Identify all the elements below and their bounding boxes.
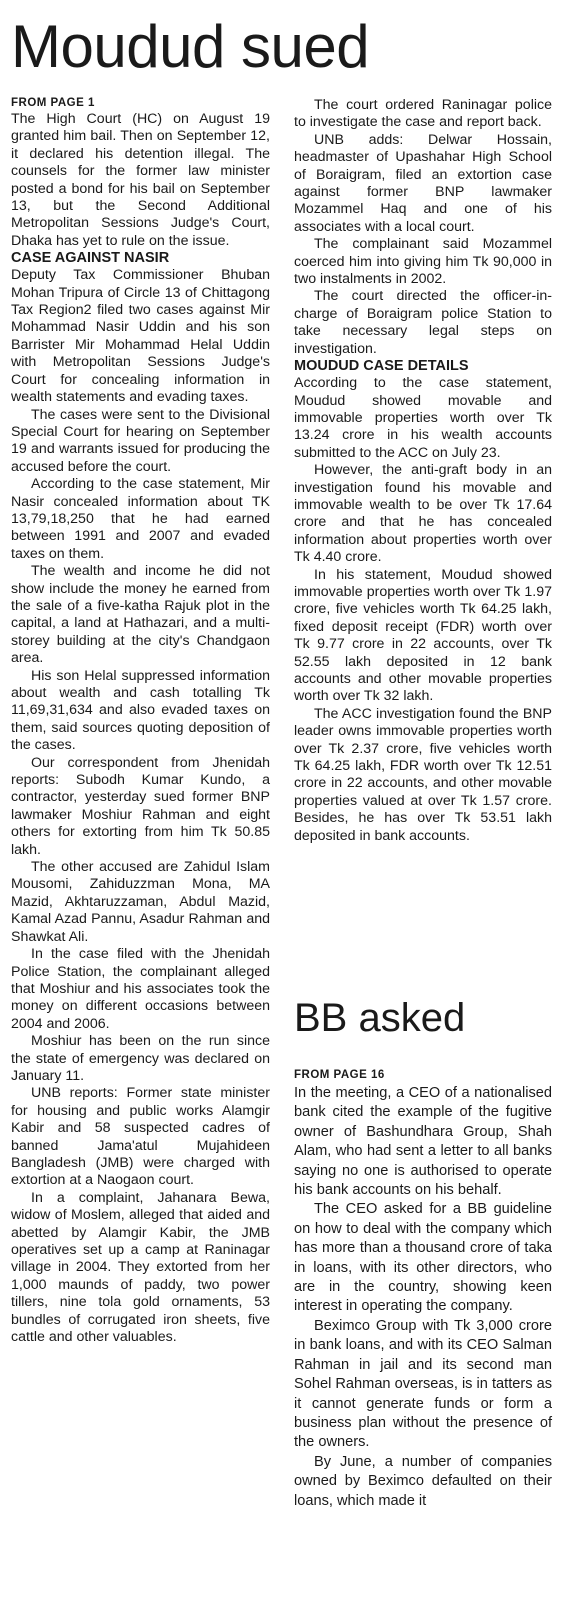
body-paragraph: The CEO asked for a BB guideline on how to deal with the company which has more than a thousand crore of taka in loans, with its other directors, who are in the country, showing keen interest in operating the company. [294,1201,552,1315]
body-paragraph: UNB adds: Delwar Hossain, headmaster of Upashahar High School of Boraigram, filed an extortion case against former BNP lawmaker Mozammel Haq and one of his associates with a local court. [294,131,552,235]
body-paragraph: Deputy Tax Commissioner Bhuban Mohan Tripura of Circle 13 of Chittagong Tax Region2 filed two cases against Mir Mohammad Nasir Uddin and his son Barrister Mir Mohammad Helal Uddin with Metropolitan Sessions Judge's Court for concealing information in wealth statements and evading taxes. [11,267,270,406]
article-right-column [294,97,552,845]
body-paragraph: By June, a number of companies owned by Beximco defaulted on their loans, which made it [294,1453,552,1509]
body-paragraph: The ACC investigation found the BNP leader owns immovable properties worth over Tk 2.37 crore, five vehicles worth Tk 64.25 lakh, FDR worth over Tk 12.51 crore in 22 accounts, and other movable properties valued at over Tk 1.57 crore. Besides, he has over Tk 53.51 lakh deposited in bank accounts. [294,705,552,844]
body-paragraph: The court directed the officer-in-charge of Boraigram police Station to take necessary legal steps on investigation. [294,288,552,357]
body-paragraph: In the case filed with the Jhenidah Police Station, the complainant alleged that Moshiur and his associates took the money on different occasions between 2004 and 2006. [11,946,270,1032]
body-paragraph: UNB reports: Former state minister for housing and public works Alamgir Kabir and 58 suspected cadres of banned Jama'atul Mujahideen Bangladesh (JMB) were charged with extortion at a Naogaon court. [11,1085,270,1189]
section-subhead: MOUDUD CASE DETAILS [294,358,469,375]
continuation-kicker: FROM PAGE 1 [11,97,95,109]
body-paragraph: According to the case statement, Mir Nasir concealed information about TK 13,79,18,250 that he had earned between 1991 and 2007 and evaded taxes on them. [11,476,270,562]
body-paragraph: In his statement, Moudud showed immovable properties worth over Tk 1.97 crore, five vehicles worth Tk 64.25 lakh, fixed deposit receipt (FDR) worth over Tk 9.77 crore in 22 accounts, over Tk 52.55 lakh deposited in 12 bank accounts and other movable properties worth over Tk 32 lakh. [294,566,552,705]
body-paragraph: Our correspondent from Jhenidah reports: Subodh Kumar Kundo, a contractor, yesterday sued former BNP lawmaker Moshiur Rahman and eight others for extorting from him Tk 50.85 lakh. [11,754,270,858]
second-article-headline: BB asked [294,996,466,1040]
body-paragraph: In the meeting, a CEO of a nationalised bank cited the example of the fugitive owner of Bashundhara Group, Shah Alam, who had sent a letter to all banks saying no one is authorised to operate his bank accounts on his behalf. [294,1085,552,1199]
body-paragraph: The other accused are Zahidul Islam Mousomi, Zahiduzzman Mona, MA Mazid, Akhtaruzzaman, Abdul Mazid, Kamal Azad Pannu, Asadur Rahman and Shawkat Ali. [11,859,270,945]
body-paragraph: The wealth and income he did not show include the money he earned from the sale of a five-katha Rajuk plot in the capital, a land at Hathazari, and a multi-storey building at the city's Chandgaon area. [11,563,270,667]
body-paragraph: According to the case statement, Moudud showed movable and immovable properties worth over Tk 13.24 crore in his wealth accounts submitted to the ACC on July 23. [294,375,552,461]
article-left-column [11,97,270,1346]
body-paragraph: The High Court (HC) on August 19 granted him bail. Then on September 12, it declared his detention illegal. The counsels for the former law minister posted a bond for his bail on September 13, but the Second Additional Metropolitan Sessions Judge's Court, Dhaka has yet to rule on the issue. [11,111,270,249]
second-article-body [294,1084,552,1511]
second-continuation-kicker: FROM PAGE 16 [294,1069,385,1081]
body-paragraph: Beximco Group with Tk 3,000 crore in bank loans, and with its CEO Salman Rahman in jail and its second man Sohel Rahman overseas, is in tatters as it cannot generate funds or form a business plan without the presence of the owners. [294,1317,552,1451]
section-subhead: CASE AGAINST NASIR [11,250,170,267]
body-paragraph: The court ordered Raninagar police to investigate the case and report back. [294,97,552,131]
body-paragraph: In a complaint, Jahanara Bewa, widow of Moslem, alleged that aided and abetted by Alamgir Kabir, the JMB operatives set up a camp at Raninagar village in 2004. They extorted from her 1,000 maunds of paddy, two power tillers, nine tola gold ornaments, 53 bundles of corrugated iron sheets, five cattle and other valuables. [11,1189,270,1346]
body-paragraph: The cases were sent to the Divisional Special Court for hearing on September 19 and warrants issued for producing the accused before the court. [11,406,270,475]
body-paragraph: His son Helal suppressed information about wealth and cash totalling Tk 11,69,31,634 and also evaded taxes on them, said sources quoting deposition of the cases. [11,667,270,754]
body-paragraph: The complainant said Mozammel coerced him into giving him Tk 90,000 in two instalments in 2002. [294,236,552,288]
left-column-body [11,111,270,1346]
right-column-body [294,97,552,845]
body-paragraph: However, the anti-graft body in an investigation found his movable and immovable wealth to be over Tk 17.64 crore and that he has concealed information about properties worth over Tk 4.40 crore. [294,462,552,566]
article-headline: Moudud sued [11,13,370,80]
body-paragraph: Moshiur has been on the run since the state of emergency was declared on January 11. [11,1033,270,1084]
second-article-column [294,1069,552,1511]
